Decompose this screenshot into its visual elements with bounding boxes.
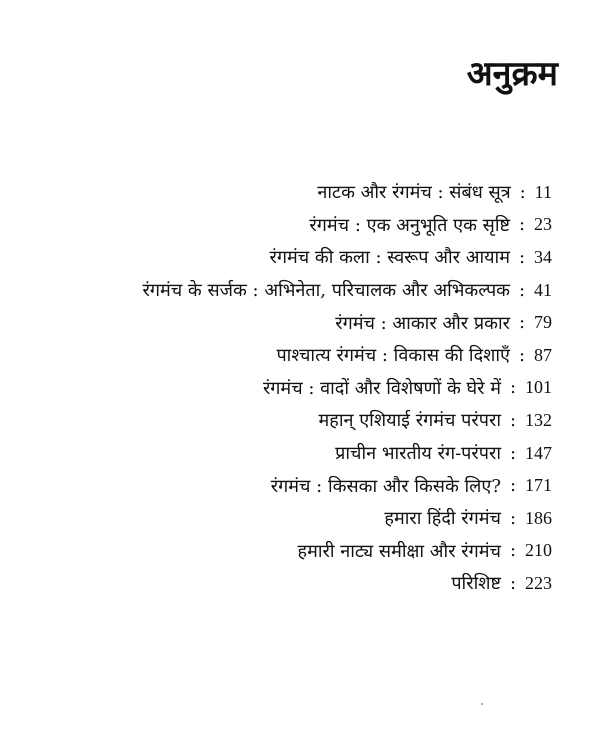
toc-entry-page: 132	[525, 409, 552, 430]
page-title: अनुक्रम	[466, 54, 558, 94]
toc-entry	[12, 176, 552, 209]
toc-separator: :	[518, 214, 526, 236]
toc-separator: :	[518, 312, 526, 334]
toc-separator: :	[509, 409, 517, 431]
toc-entry-title: परिशिष्ट	[451, 573, 501, 595]
toc-entry	[12, 241, 552, 274]
toc-entry	[12, 469, 552, 502]
toc-entry-page: 34	[534, 246, 552, 267]
toc-entry-title: नाटक और रंगमंच : संबंध सूत्र	[317, 182, 511, 204]
toc-separator: :	[509, 377, 517, 399]
toc-entry-page: 186	[525, 507, 552, 528]
toc-entry	[12, 306, 552, 339]
toc-entry-page: 101	[525, 377, 552, 398]
toc-entry	[12, 372, 552, 405]
toc-entry-title: रंगमंच के सर्जक : अभिनेता, परिचालक और अभिकल्पक	[142, 280, 510, 302]
toc-separator: :	[518, 279, 526, 301]
toc-separator: :	[509, 442, 517, 464]
toc-entry-title: रंगमंच : किसका और किसके लिए?	[270, 475, 501, 497]
toc-entry-title: रंगमंच : वादों और विशेषणों के घेरे में	[262, 377, 501, 399]
toc-entry-page: 23	[534, 214, 552, 235]
toc-entry-page: 171	[525, 475, 552, 496]
table-of-contents	[12, 176, 552, 600]
toc-separator: :	[509, 540, 517, 562]
toc-entry	[12, 567, 552, 600]
toc-entry-title: रंगमंच की कला : स्वरूप और आयाम	[269, 247, 510, 269]
toc-entry-title: रंगमंच : आकार और प्रकार	[335, 312, 510, 334]
toc-entry	[12, 274, 552, 307]
toc-entry-page: 11	[534, 181, 552, 202]
toc-entry	[12, 535, 552, 568]
paper-speck	[481, 703, 483, 705]
toc-entry-title: हमारा हिंदी रंगमंच	[384, 508, 501, 530]
toc-entry	[12, 339, 552, 372]
toc-entry	[12, 437, 552, 470]
toc-entry-title: हमारी नाट्य समीक्षा और रंगमंच	[297, 540, 501, 562]
toc-separator: :	[519, 181, 526, 203]
toc-separator: :	[509, 572, 517, 594]
toc-entry	[12, 404, 552, 437]
toc-separator: :	[509, 507, 517, 529]
toc-entry-title: प्राचीन भारतीय रंग-परंपरा	[335, 443, 501, 465]
toc-entry	[12, 209, 552, 242]
toc-entry-page: 41	[534, 279, 552, 300]
toc-entry	[12, 502, 552, 535]
toc-entry-title: पाश्चात्य रंगमंच : विकास की दिशाएँ	[276, 345, 510, 367]
toc-entry-page: 87	[534, 344, 552, 365]
toc-entry-page: 79	[534, 312, 552, 333]
toc-separator: :	[518, 344, 526, 366]
toc-entry-page: 147	[525, 442, 552, 463]
toc-separator: :	[518, 246, 526, 268]
toc-entry-title: रंगमंच : एक अनुभूति एक सृष्टि	[309, 214, 510, 236]
toc-separator: :	[509, 475, 517, 497]
toc-entry-page: 223	[525, 572, 552, 593]
toc-entry-title: महान् एशियाई रंगमंच परंपरा	[318, 410, 501, 432]
toc-entry-page: 210	[525, 540, 552, 561]
